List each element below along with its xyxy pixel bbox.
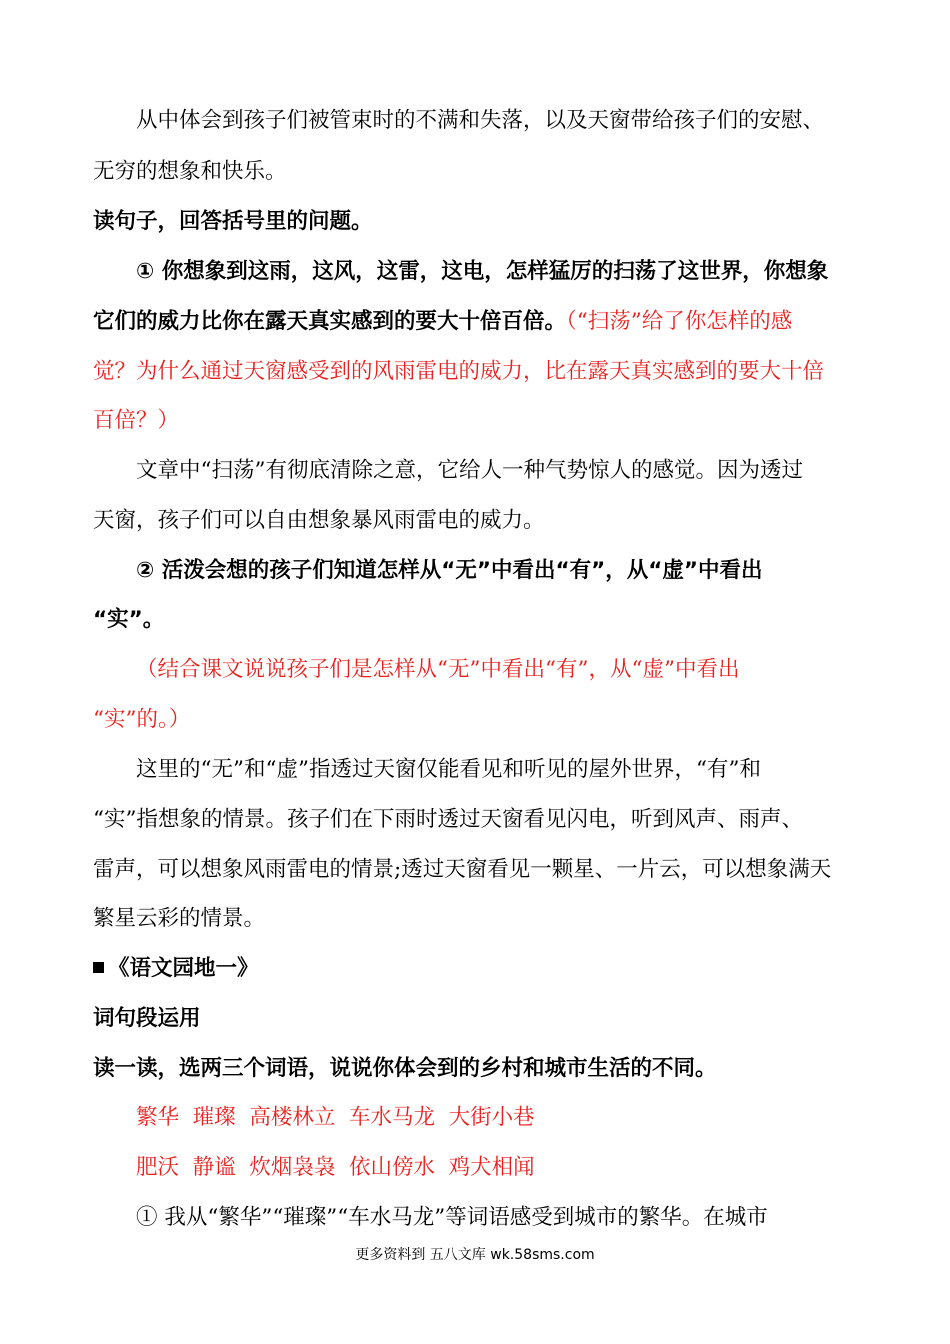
answer-2: 雷声，可以想象风雨雷电的情景;透过天窗看见一颗星、一片云，可以想象满天 bbox=[93, 857, 832, 882]
section-title: 《语文园地一》 bbox=[93, 954, 259, 984]
footer-link[interactable]: 更多资料到 五八文库 wk.58sms.com bbox=[355, 1247, 595, 1263]
word-list-country: 肥沃 静谧 炊烟袅袅 依山傍水 鸡犬相闻 bbox=[136, 1155, 535, 1180]
subsection-title: 词句段运用 bbox=[93, 1006, 201, 1031]
question-1: 觉？为什么通过天窗感受到的风雨雷电的威力，比在露天真实感到的要大十倍 bbox=[93, 359, 825, 384]
answer-3: ① 我从“繁华”“璀璨”“车水马龙”等词语感受到城市的繁华。在城市 bbox=[136, 1205, 768, 1230]
text-line: 无穷的想象和快乐。 bbox=[93, 159, 287, 184]
question-1-start: （“扫荡”给了你怎样的感 bbox=[566, 309, 793, 334]
question-1-end: 百倍？） bbox=[93, 408, 180, 433]
answer-2: “实”指想象的情景。孩子们在下雨时透过天窗看见闪电，听到风声、雨声、 bbox=[93, 807, 803, 832]
answer-2-end: 繁星云彩的情景。 bbox=[93, 906, 266, 931]
word-list-city: 繁华 璀璨 高楼林立 车水马龙 大街小巷 bbox=[136, 1105, 535, 1130]
quote-sentence-2: ② 活泼会想的孩子们知道怎样从“无”中看出“有”，从“虚”中看出 bbox=[136, 558, 763, 583]
quote-sentence-1-end: 它们的威力比你在露天真实感到的要大十倍百倍。 bbox=[93, 309, 567, 334]
text-line bbox=[93, 307, 792, 337]
quote-sentence-2-end: “实”。 bbox=[93, 607, 165, 632]
square-bullet-icon bbox=[93, 962, 104, 973]
answer-2: 这里的“无”和“虚”指透过天窗仅能看见和听见的屋外世界，“有”和 bbox=[136, 757, 761, 782]
question-2: （结合课文说说孩子们是怎样从“无”中看出“有”，从“虚”中看出 bbox=[136, 657, 740, 682]
quote-sentence-1: ① 你想象到这雨，这风，这雷，这电，怎样猛厉的扫荡了这世界，你想象 bbox=[136, 259, 829, 284]
answer-1: 文章中“扫荡”有彻底清除之意，它给人一种气势惊人的感觉。因为透过 bbox=[136, 458, 803, 483]
question-2-end: “实”的。） bbox=[93, 707, 191, 732]
heading-read-sentences: 读句子，回答括号里的问题。 bbox=[93, 209, 373, 234]
exercise-prompt: 读一读，选两三个词语，说说你体会到的乡村和城市生活的不同。 bbox=[93, 1056, 717, 1081]
text-line: 从中体会到孩子们被管束时的不满和失落，以及天窗带给孩子们的安慰、 bbox=[136, 108, 825, 133]
answer-1-end: 天窗，孩子们可以自由想象暴风雨雷电的威力。 bbox=[93, 508, 545, 533]
